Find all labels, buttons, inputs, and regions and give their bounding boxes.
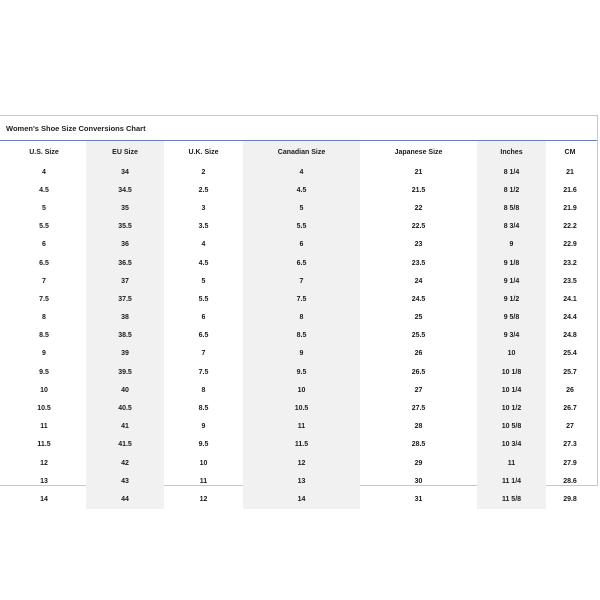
us-size-cell: 10 <box>40 386 48 394</box>
cm-cell: 22.2 <box>563 223 577 231</box>
cm-cell: 25.7 <box>563 368 577 376</box>
eu-size-cell: 43 <box>86 472 164 490</box>
cm-cell: 23.2 <box>563 259 577 267</box>
us-size-cell: 5 <box>42 204 46 212</box>
uk-size-cell: 9.5 <box>198 441 209 449</box>
table-row <box>2 327 594 345</box>
uk-size-cell: 11 <box>199 477 208 485</box>
japanese-size-cell: 29 <box>414 459 423 467</box>
uk-size-cell: 2 <box>201 168 206 176</box>
table-row <box>2 381 594 399</box>
us-size-cell: 8 <box>42 314 46 322</box>
japanese-size-cell: 25.5 <box>411 332 426 340</box>
eu-size-cell: 40 <box>86 381 164 399</box>
uk-size-cell: 5 <box>201 277 206 285</box>
us-size-cell: 6.5 <box>39 259 49 267</box>
eu-size-cell: 35 <box>86 199 164 217</box>
table-row <box>2 472 594 490</box>
eu-size-cell: 41 <box>86 418 164 436</box>
canadian-size-cell: 13 <box>243 472 360 490</box>
inches-cell: 10 1/4 <box>477 381 546 399</box>
eu-size-cell: 38 <box>86 309 164 327</box>
eu-size-cell: 41.5 <box>86 436 164 454</box>
cm-cell: 27.9 <box>563 459 577 467</box>
japanese-size-cell: 22 <box>414 204 423 212</box>
inches-cell: 9 <box>477 236 546 254</box>
japanese-size-cell: 23.5 <box>411 259 426 267</box>
cm-cell: 22.9 <box>563 241 577 249</box>
inches-cell: 11 1/4 <box>477 472 546 490</box>
table-row <box>2 272 594 290</box>
uk-size-cell: 3.5 <box>198 223 209 231</box>
canadian-size-cell: 14 <box>243 490 360 508</box>
canadian-size-cell: 9 <box>243 345 360 363</box>
japanese-size-cell: 21.5 <box>411 186 426 194</box>
cm-cell: 27.3 <box>563 441 577 449</box>
eu-size-cell: 44 <box>86 490 164 508</box>
table-row <box>2 454 594 472</box>
us-size-cell: 8.5 <box>39 332 49 340</box>
eu-size-cell: 37.5 <box>86 290 164 308</box>
us-size-cell: 13 <box>40 477 48 485</box>
canadian-size-cell: 8.5 <box>243 327 360 345</box>
inches-cell: 11 5/8 <box>477 490 546 508</box>
japanese-size-cell: 26.5 <box>411 368 426 376</box>
canadian-size-cell: 4 <box>243 163 360 181</box>
column-header-uk-size: U.K. Size <box>188 148 219 156</box>
japanese-size-cell: 28 <box>414 423 423 431</box>
us-size-cell: 6 <box>42 241 46 249</box>
column-header-japanese-size: Japanese Size <box>394 148 443 156</box>
japanese-size-cell: 22.5 <box>411 223 426 231</box>
uk-size-cell: 8.5 <box>198 405 209 413</box>
us-size-cell: 5.5 <box>39 223 49 231</box>
canadian-size-cell: 6 <box>243 236 360 254</box>
table-row <box>2 290 594 308</box>
table-row <box>2 163 594 181</box>
canadian-size-cell: 11 <box>243 418 360 436</box>
eu-size-cell: 34.5 <box>86 181 164 199</box>
us-size-cell: 4.5 <box>39 186 49 194</box>
size-chart-panel <box>0 115 598 503</box>
uk-size-cell: 4.5 <box>198 259 209 267</box>
table-body <box>2 163 594 509</box>
cm-cell: 25.4 <box>563 350 577 358</box>
eu-size-cell: 39.5 <box>86 363 164 381</box>
table-row <box>2 345 594 363</box>
japanese-size-cell: 31 <box>414 495 423 503</box>
table-row <box>2 490 594 508</box>
inches-cell: 10 1/2 <box>477 399 546 417</box>
inches-cell: 9 1/2 <box>477 290 546 308</box>
inches-cell: 9 1/8 <box>477 254 546 272</box>
eu-size-cell: 35.5 <box>86 218 164 236</box>
uk-size-cell: 12 <box>199 495 208 503</box>
japanese-size-cell: 28.5 <box>411 441 426 449</box>
cm-cell: 21.9 <box>563 204 577 212</box>
inches-cell: 10 3/4 <box>477 436 546 454</box>
uk-size-cell: 5.5 <box>198 295 209 303</box>
us-size-cell: 12 <box>40 459 48 467</box>
table-row <box>2 436 594 454</box>
chart-title: Women's Shoe Size Conversions Chart <box>6 124 146 133</box>
inches-cell: 9 1/4 <box>477 272 546 290</box>
eu-size-cell: 36.5 <box>86 254 164 272</box>
us-size-cell: 11.5 <box>37 441 51 449</box>
cm-cell: 24.1 <box>563 295 577 303</box>
japanese-size-cell: 24 <box>414 277 423 285</box>
table-row <box>2 254 594 272</box>
eu-size-cell: 40.5 <box>86 399 164 417</box>
cm-cell: 26 <box>566 386 574 394</box>
us-size-cell: 11 <box>40 423 48 431</box>
table-row <box>2 218 594 236</box>
table-row <box>2 399 594 417</box>
uk-size-cell: 6 <box>201 314 206 322</box>
us-size-cell: 9.5 <box>39 368 49 376</box>
canadian-size-cell: 8 <box>243 309 360 327</box>
inches-cell: 9 5/8 <box>477 309 546 327</box>
uk-size-cell: 7.5 <box>198 368 209 376</box>
cm-cell: 21 <box>566 168 574 176</box>
table-row <box>2 199 594 217</box>
eu-size-cell: 36 <box>86 236 164 254</box>
canadian-size-cell: 10.5 <box>243 399 360 417</box>
uk-size-cell: 3 <box>201 204 206 212</box>
canadian-size-cell: 5.5 <box>243 218 360 236</box>
uk-size-cell: 2.5 <box>198 186 209 194</box>
uk-size-cell: 10 <box>199 459 208 467</box>
cm-cell: 26.7 <box>563 405 577 413</box>
japanese-size-cell: 27 <box>414 386 423 394</box>
us-size-cell: 7 <box>42 277 46 285</box>
inches-cell: 10 <box>477 345 546 363</box>
column-header-inches: Inches <box>477 141 546 163</box>
japanese-size-cell: 24.5 <box>411 295 426 303</box>
canadian-size-cell: 10 <box>243 381 360 399</box>
eu-size-cell: 39 <box>86 345 164 363</box>
japanese-size-cell: 21 <box>414 168 423 176</box>
eu-size-cell: 34 <box>86 163 164 181</box>
inches-cell: 10 1/8 <box>477 363 546 381</box>
japanese-size-cell: 25 <box>414 314 423 322</box>
uk-size-cell: 8 <box>201 386 206 394</box>
uk-size-cell: 7 <box>201 350 206 358</box>
uk-size-cell: 9 <box>201 423 206 431</box>
canadian-size-cell: 7 <box>243 272 360 290</box>
canadian-size-cell: 7.5 <box>243 290 360 308</box>
canadian-size-cell: 11.5 <box>243 436 360 454</box>
us-size-cell: 9 <box>42 350 46 358</box>
column-header-eu-size: EU Size <box>86 141 164 163</box>
japanese-size-cell: 26 <box>414 350 423 358</box>
cm-cell: 24.4 <box>563 314 577 322</box>
table-row <box>2 418 594 436</box>
japanese-size-cell: 23 <box>414 241 423 249</box>
inches-cell: 8 3/4 <box>477 218 546 236</box>
table-row <box>2 363 594 381</box>
cm-cell: 27 <box>566 423 574 431</box>
inches-cell: 8 5/8 <box>477 199 546 217</box>
japanese-size-cell: 27.5 <box>411 405 426 413</box>
canadian-size-cell: 12 <box>243 454 360 472</box>
canadian-size-cell: 9.5 <box>243 363 360 381</box>
table-header-row <box>2 141 594 163</box>
canadian-size-cell: 5 <box>243 199 360 217</box>
inches-cell: 10 5/8 <box>477 418 546 436</box>
uk-size-cell: 4 <box>201 241 206 249</box>
japanese-size-cell: 30 <box>414 477 423 485</box>
us-size-cell: 7.5 <box>39 295 49 303</box>
us-size-cell: 10.5 <box>37 405 51 413</box>
table-row <box>2 181 594 199</box>
inches-cell: 8 1/4 <box>477 163 546 181</box>
column-header-cm: CM <box>564 148 576 156</box>
cm-cell: 23.5 <box>563 277 577 285</box>
us-size-cell: 14 <box>40 495 48 503</box>
cm-cell: 24.8 <box>563 332 577 340</box>
inches-cell: 8 1/2 <box>477 181 546 199</box>
table-row <box>2 309 594 327</box>
eu-size-cell: 37 <box>86 272 164 290</box>
size-conversion-table <box>2 141 594 509</box>
eu-size-cell: 38.5 <box>86 327 164 345</box>
cm-cell: 21.6 <box>563 186 577 194</box>
canadian-size-cell: 6.5 <box>243 254 360 272</box>
canadian-size-cell: 4.5 <box>243 181 360 199</box>
table-row <box>2 236 594 254</box>
uk-size-cell: 6.5 <box>198 332 209 340</box>
column-header-us-size: U.S. Size <box>29 148 59 156</box>
cm-cell: 29.8 <box>563 495 577 503</box>
cm-cell: 28.6 <box>563 477 577 485</box>
inches-cell: 11 <box>477 454 546 472</box>
inches-cell: 9 3/4 <box>477 327 546 345</box>
us-size-cell: 4 <box>42 168 46 176</box>
eu-size-cell: 42 <box>86 454 164 472</box>
column-header-canadian-size: Canadian Size <box>243 141 360 163</box>
